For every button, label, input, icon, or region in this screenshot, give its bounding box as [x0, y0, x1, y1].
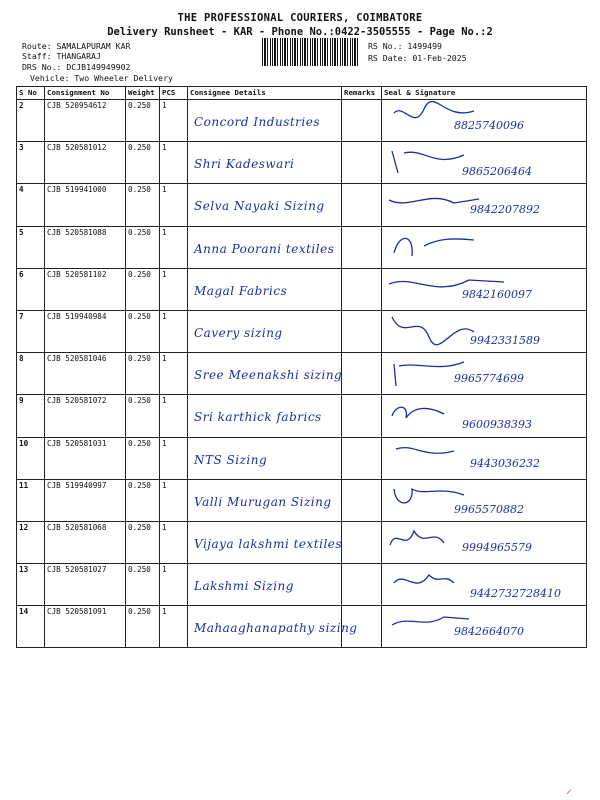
phone-number: 8825740096: [454, 119, 524, 132]
phone-number: 9442732728410: [470, 587, 561, 601]
col-header-pcs: PCS: [160, 87, 188, 100]
weight-value: 0.250: [126, 353, 160, 395]
weight-value: 0.250: [126, 142, 160, 184]
consignee-name: Shri Kadeswari: [194, 157, 295, 172]
pieces-count: 1: [160, 606, 188, 648]
table-row: [17, 437, 587, 479]
signature-area: [384, 101, 584, 139]
consignee-cell: [188, 564, 342, 606]
weight-value: 0.250: [126, 395, 160, 437]
pieces-count: 1: [160, 437, 188, 479]
runsheet-subtitle: Delivery Runsheet - KAR - Phone No.:0422-3505555 - Page No.:2: [107, 26, 493, 38]
rs-date: RS Date: 01-Feb-2025: [368, 53, 467, 63]
table-row: [17, 479, 587, 521]
red-tick-mark: ⸝: [566, 782, 573, 796]
phone-number: 9994965579: [462, 540, 532, 554]
consignee-cell: [188, 268, 342, 310]
consignee-name: Magal Fabrics: [194, 283, 288, 298]
table-row: [17, 353, 587, 395]
consignee-name: Valli Murugan Sizing: [194, 494, 332, 509]
consignee-cell: [188, 479, 342, 521]
phone-number: 9842207892: [470, 203, 540, 217]
company-title: THE PROFESSIONAL COURIERS, COIMBATORE: [177, 12, 423, 24]
serial-number: 7: [17, 310, 45, 352]
barcode: [262, 38, 360, 66]
remarks-cell: [342, 521, 382, 563]
signature-area: [384, 607, 584, 645]
consignment-number: CJB 520581072: [45, 395, 126, 437]
signature-cell: [382, 353, 587, 395]
serial-number: 2: [17, 100, 45, 142]
pieces-count: 1: [160, 564, 188, 606]
consignee-cell: [188, 100, 342, 142]
col-header-weight: Weight: [126, 87, 160, 100]
weight-value: 0.250: [126, 226, 160, 268]
table-row: [17, 184, 587, 226]
serial-number: 10: [17, 437, 45, 479]
consignment-number: CJB 520581091: [45, 606, 126, 648]
consignee-name: NTS Sizing: [194, 452, 268, 467]
consignee-name: Cavery sizing: [194, 325, 283, 340]
phone-number: 9443036232: [470, 456, 540, 470]
signature-area: [384, 312, 584, 350]
consignment-number: CJB 520581102: [45, 268, 126, 310]
col-header-consignment: Consignment No: [45, 87, 126, 100]
signature-cell: [382, 226, 587, 268]
consignee-name: Anna Poorani textiles: [194, 241, 335, 256]
rs-number: RS No.: 1499499: [368, 41, 442, 51]
consignee-name: Selva Nayaki Sizing: [194, 199, 325, 214]
consignee-cell: [188, 226, 342, 268]
pieces-count: 1: [160, 310, 188, 352]
phone-number: 9965774699: [454, 372, 524, 386]
serial-number: 9: [17, 395, 45, 437]
signature-cell: [382, 184, 587, 226]
signature-cell: [382, 606, 587, 648]
remarks-cell: [342, 353, 382, 395]
signature-cell: [382, 521, 587, 563]
col-header-sno: S No: [17, 87, 45, 100]
remarks-cell: [342, 564, 382, 606]
signature-area: [384, 523, 584, 561]
consignment-number: CJB 520581031: [45, 437, 126, 479]
pieces-count: 1: [160, 521, 188, 563]
serial-number: 14: [17, 606, 45, 648]
pieces-count: 1: [160, 353, 188, 395]
phone-number: 9842160097: [462, 287, 532, 301]
consignee-name: Sri karthick fabrics: [194, 410, 322, 425]
signature-area: [384, 354, 584, 392]
consignee-cell: [188, 353, 342, 395]
signature-area: [384, 565, 584, 603]
table-header-row: [17, 87, 587, 100]
weight-value: 0.250: [126, 100, 160, 142]
table-row: [17, 142, 587, 184]
consignee-name: Concord Industries: [194, 115, 321, 129]
consignment-number: CJB 520581012: [45, 142, 126, 184]
drs-number: DRS No.: DCJB149949902: [22, 62, 131, 72]
consignment-number: CJB 519940997: [45, 479, 126, 521]
serial-number: 8: [17, 353, 45, 395]
pieces-count: 1: [160, 268, 188, 310]
remarks-cell: [342, 142, 382, 184]
serial-number: 6: [17, 268, 45, 310]
pieces-count: 1: [160, 142, 188, 184]
col-header-consignee: Consignee Details: [188, 87, 342, 100]
consignee-cell: [188, 310, 342, 352]
col-header-remarks: Remarks: [342, 87, 382, 100]
serial-number: 11: [17, 479, 45, 521]
remarks-cell: [342, 100, 382, 142]
signature-cell: [382, 479, 587, 521]
consignment-number: CJB 520581068: [45, 521, 126, 563]
remarks-cell: [342, 184, 382, 226]
weight-value: 0.250: [126, 606, 160, 648]
weight-value: 0.250: [126, 437, 160, 479]
consignee-cell: [188, 142, 342, 184]
phone-number: 9865206464: [462, 165, 532, 179]
table-row: [17, 606, 587, 648]
vehicle-label: Vehicle: Two Wheeler Delivery: [30, 73, 173, 83]
signature-area: [384, 481, 584, 519]
serial-number: 4: [17, 184, 45, 226]
consignment-number: CJB 520954612: [45, 100, 126, 142]
phone-number: 9842664070: [454, 625, 524, 639]
phone-number: 9600938393: [462, 418, 532, 432]
weight-value: 0.250: [126, 479, 160, 521]
consignee-name: Mahaaghanapathy sizing: [194, 621, 358, 636]
consignee-name: Vijaya lakshmi textiles: [194, 536, 343, 551]
signature-area: [384, 185, 584, 223]
pieces-count: 1: [160, 100, 188, 142]
signature-cell: [382, 564, 587, 606]
serial-number: 12: [17, 521, 45, 563]
table-row: [17, 521, 587, 563]
table-row: [17, 226, 587, 268]
serial-number: 13: [17, 564, 45, 606]
serial-number: 5: [17, 226, 45, 268]
signature-cell: [382, 310, 587, 352]
consignee-name: Sree Meenakshi sizing: [194, 368, 343, 383]
consignee-cell: [188, 184, 342, 226]
signature-cell: [382, 437, 587, 479]
consignee-name: Lakshmi Sizing: [194, 579, 294, 594]
pieces-count: 1: [160, 395, 188, 437]
table-row: [17, 100, 587, 142]
staff-label: Staff: THANGARAJ: [22, 51, 101, 61]
consignee-cell: [188, 606, 358, 648]
weight-value: 0.250: [126, 521, 160, 563]
weight-value: 0.250: [126, 268, 160, 310]
table-row: [17, 268, 587, 310]
consignee-cell: [188, 395, 342, 437]
phone-number: 9965570882: [454, 502, 524, 516]
signature-area: [384, 143, 584, 181]
signature-area: [384, 228, 584, 266]
remarks-cell: [342, 310, 382, 352]
pieces-count: 1: [160, 479, 188, 521]
consignee-cell: [188, 437, 342, 479]
col-header-signature: Seal & Signature: [382, 87, 587, 100]
phone-number: 9942331589: [470, 333, 540, 347]
remarks-cell: [342, 437, 382, 479]
signature-cell: [382, 395, 587, 437]
table-row: [17, 395, 587, 437]
consignment-number: CJB 520581088: [45, 226, 126, 268]
remarks-cell: [342, 395, 382, 437]
remarks-cell: [342, 268, 382, 310]
runsheet-table: [16, 86, 587, 648]
pieces-count: 1: [160, 226, 188, 268]
weight-value: 0.250: [126, 564, 160, 606]
remarks-cell: [342, 479, 382, 521]
signature-scribble: [384, 228, 584, 266]
pieces-count: 1: [160, 184, 188, 226]
signature-area: [384, 270, 584, 308]
consignee-cell: [188, 521, 342, 563]
signature-cell: [382, 268, 587, 310]
weight-value: 0.250: [126, 184, 160, 226]
remarks-cell: [342, 226, 382, 268]
serial-number: 3: [17, 142, 45, 184]
weight-value: 0.250: [126, 310, 160, 352]
signature-cell: [382, 142, 587, 184]
consignment-number: CJB 519940984: [45, 310, 126, 352]
signature-area: [384, 396, 584, 434]
table-row: [17, 310, 587, 352]
consignment-number: CJB 520581027: [45, 564, 126, 606]
signature-area: [384, 439, 584, 477]
table-row: [17, 564, 587, 606]
consignment-number: CJB 519941000: [45, 184, 126, 226]
consignment-number: CJB 520581046: [45, 353, 126, 395]
route-label: Route: SAMALAPURAM KAR: [22, 41, 131, 51]
signature-cell: [382, 100, 587, 142]
